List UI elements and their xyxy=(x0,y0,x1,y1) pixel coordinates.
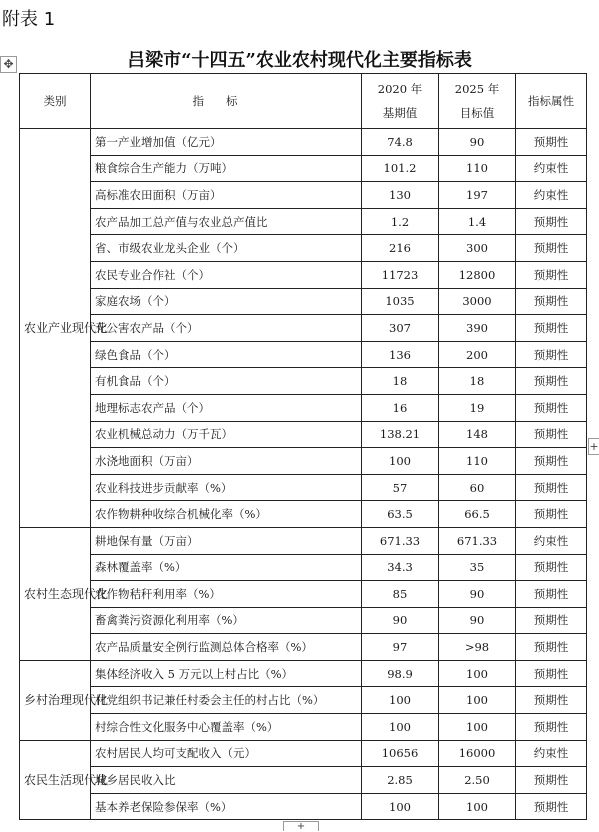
attribute-cell: 约束性 xyxy=(516,740,587,767)
table-row xyxy=(20,421,587,448)
attribute-cell: 预期性 xyxy=(516,634,587,661)
add-row-plus-icon[interactable]: + xyxy=(283,821,319,831)
table-row xyxy=(20,581,587,608)
attribute-cell: 预期性 xyxy=(516,421,587,448)
attribute-cell: 预期性 xyxy=(516,235,587,262)
indicator-name-cell: 集体经济收入 5 万元以上村占比（%） xyxy=(91,660,362,687)
indicator-name-cell: 有机食品（个） xyxy=(91,368,362,395)
table-row xyxy=(20,394,587,421)
attribute-cell: 预期性 xyxy=(516,208,587,235)
target-value-cell: 66.5 xyxy=(439,501,516,528)
base-value-cell: 1035 xyxy=(362,288,439,315)
indicator-name-cell: 农作物秸秆利用率（%） xyxy=(91,581,362,608)
base-value-cell: 63.5 xyxy=(362,501,439,528)
table-row xyxy=(20,714,587,741)
indicator-name-cell: 村综合性文化服务中心覆盖率（%） xyxy=(91,714,362,741)
table-row xyxy=(20,129,587,156)
attribute-cell: 预期性 xyxy=(516,793,587,820)
attribute-cell: 约束性 xyxy=(516,527,587,554)
attribute-cell: 预期性 xyxy=(516,554,587,581)
indicator-name-cell: 家庭农场（个） xyxy=(91,288,362,315)
table-row xyxy=(20,315,587,342)
base-value-cell: 98.9 xyxy=(362,660,439,687)
table-row xyxy=(20,288,587,315)
header-target-label: 目标值 xyxy=(459,106,495,120)
base-value-cell: 130 xyxy=(362,182,439,209)
base-value-cell: 307 xyxy=(362,315,439,342)
base-value-cell: 100 xyxy=(362,687,439,714)
appendix-label: 附表 1 xyxy=(2,9,56,30)
indicator-name-cell: 基本养老保险参保率（%） xyxy=(91,793,362,820)
target-value-cell: 90 xyxy=(439,129,516,156)
table-row xyxy=(20,341,587,368)
attribute-cell: 预期性 xyxy=(516,368,587,395)
attribute-cell: 预期性 xyxy=(516,394,587,421)
attribute-cell: 预期性 xyxy=(516,687,587,714)
target-value-cell: 16000 xyxy=(439,740,516,767)
target-value-cell: 19 xyxy=(439,394,516,421)
target-value-cell: 300 xyxy=(439,235,516,262)
table-row xyxy=(20,501,587,528)
table-row xyxy=(20,554,587,581)
indicator-name-cell: 农村居民人均可支配收入（元） xyxy=(91,740,362,767)
indicator-name-cell: 水浇地面积（万亩） xyxy=(91,448,362,475)
target-value-cell: 100 xyxy=(439,660,516,687)
table-row xyxy=(20,660,587,687)
indicator-table xyxy=(19,73,587,820)
indicator-name-cell: 地理标志农产品（个） xyxy=(91,394,362,421)
table-row xyxy=(20,182,587,209)
attribute-cell: 预期性 xyxy=(516,474,587,501)
indicator-name-cell: 农业机械总动力（万千瓦） xyxy=(91,421,362,448)
indicator-name-cell: 高标准农田面积（万亩） xyxy=(91,182,362,209)
indicator-name-cell: 绿色食品（个） xyxy=(91,341,362,368)
target-value-cell: 110 xyxy=(439,448,516,475)
base-value-cell: 90 xyxy=(362,607,439,634)
table-row xyxy=(20,740,587,767)
base-value-cell: 136 xyxy=(362,341,439,368)
indicator-name-cell: 畜禽粪污资源化利用率（%） xyxy=(91,607,362,634)
base-value-cell: 10656 xyxy=(362,740,439,767)
indicator-name-cell: 农产品加工总产值与农业总产值比 xyxy=(91,208,362,235)
header-target-year: 2025 年 xyxy=(454,82,500,96)
base-value-cell: 216 xyxy=(362,235,439,262)
attribute-cell: 预期性 xyxy=(516,714,587,741)
target-value-cell: 200 xyxy=(439,341,516,368)
target-value-cell: 90 xyxy=(439,581,516,608)
target-value-cell: 148 xyxy=(439,421,516,448)
indicator-name-cell: 粮食综合生产能力（万吨） xyxy=(91,155,362,182)
target-value-cell: 100 xyxy=(439,714,516,741)
base-value-cell: 18 xyxy=(362,368,439,395)
add-column-plus-icon[interactable]: + xyxy=(589,440,599,453)
target-value-cell: 390 xyxy=(439,315,516,342)
table-row xyxy=(20,474,587,501)
header-base xyxy=(362,74,439,129)
target-value-cell: 35 xyxy=(439,554,516,581)
base-value-cell: 100 xyxy=(362,793,439,820)
indicator-name-cell: 第一产业增加值（亿元） xyxy=(91,129,362,156)
header-category: 类别 xyxy=(20,74,91,129)
base-value-cell: 101.2 xyxy=(362,155,439,182)
attribute-cell: 预期性 xyxy=(516,448,587,475)
table-row xyxy=(20,607,587,634)
table-row xyxy=(20,235,587,262)
target-value-cell: 12800 xyxy=(439,261,516,288)
attribute-cell: 预期性 xyxy=(516,581,587,608)
indicator-name-cell: 农产品质量安全例行监测总体合格率（%） xyxy=(91,634,362,661)
target-value-cell: 197 xyxy=(439,182,516,209)
move-cross-icon[interactable]: ✥ xyxy=(0,56,17,73)
indicator-name-cell: 村党组织书记兼任村委会主任的村占比（%） xyxy=(91,687,362,714)
table-row xyxy=(20,448,587,475)
base-value-cell: 85 xyxy=(362,581,439,608)
header-attribute: 指标属性 xyxy=(516,74,587,129)
indicator-name-cell: 农作物耕种收综合机械化率（%） xyxy=(91,501,362,528)
attribute-cell: 预期性 xyxy=(516,288,587,315)
table-row xyxy=(20,687,587,714)
attribute-cell: 约束性 xyxy=(516,182,587,209)
header-base-label: 基期值 xyxy=(382,106,418,120)
base-value-cell: 2.85 xyxy=(362,767,439,794)
attribute-cell: 预期性 xyxy=(516,315,587,342)
indicator-name-cell: 农业科技进步贡献率（%） xyxy=(91,474,362,501)
indicator-name-cell: 农民专业合作社（个） xyxy=(91,261,362,288)
target-value-cell: 90 xyxy=(439,607,516,634)
table-row xyxy=(20,634,587,661)
category-cell: 农业产业现代化 xyxy=(20,129,91,528)
attribute-cell: 预期性 xyxy=(516,660,587,687)
target-value-cell: 3000 xyxy=(439,288,516,315)
attribute-cell: 预期性 xyxy=(516,607,587,634)
target-value-cell: 60 xyxy=(439,474,516,501)
attribute-cell: 预期性 xyxy=(516,501,587,528)
base-value-cell: 138.21 xyxy=(362,421,439,448)
base-value-cell: 100 xyxy=(362,448,439,475)
category-cell: 农民生活现代化 xyxy=(20,740,91,820)
table-row xyxy=(20,208,587,235)
header-indicator: 指标 xyxy=(91,74,362,129)
base-value-cell: 11723 xyxy=(362,261,439,288)
table-row xyxy=(20,155,587,182)
base-value-cell: 16 xyxy=(362,394,439,421)
attribute-cell: 预期性 xyxy=(516,767,587,794)
base-value-cell: 74.8 xyxy=(362,129,439,156)
header-base-year: 2020 年 xyxy=(377,82,423,96)
target-value-cell: 110 xyxy=(439,155,516,182)
attribute-cell: 预期性 xyxy=(516,341,587,368)
table-row xyxy=(20,527,587,554)
table-row xyxy=(20,767,587,794)
indicator-name-cell: 无公害农产品（个） xyxy=(91,315,362,342)
target-value-cell: 100 xyxy=(439,687,516,714)
base-value-cell: 1.2 xyxy=(362,208,439,235)
base-value-cell: 34.3 xyxy=(362,554,439,581)
indicator-name-cell: 森林覆盖率（%） xyxy=(91,554,362,581)
target-value-cell: 100 xyxy=(439,793,516,820)
indicator-name-cell: 耕地保有量（万亩） xyxy=(91,527,362,554)
attribute-cell: 预期性 xyxy=(516,261,587,288)
table-header-row xyxy=(20,74,587,129)
attribute-cell: 约束性 xyxy=(516,155,587,182)
table-row xyxy=(20,261,587,288)
base-value-cell: 57 xyxy=(362,474,439,501)
table-row xyxy=(20,368,587,395)
category-cell: 乡村治理现代化 xyxy=(20,660,91,740)
indicator-name-cell: 省、市级农业龙头企业（个） xyxy=(91,235,362,262)
header-target xyxy=(439,74,516,129)
page-title: 吕梁市“十四五”农业农村现代化主要指标表 xyxy=(127,50,472,71)
base-value-cell: 671.33 xyxy=(362,527,439,554)
target-value-cell: >98 xyxy=(439,634,516,661)
table-row xyxy=(20,793,587,820)
category-cell: 农村生态现代化 xyxy=(20,527,91,660)
table-body xyxy=(20,129,587,820)
target-value-cell: 1.4 xyxy=(439,208,516,235)
indicator-name-cell: 城乡居民收入比 xyxy=(91,767,362,794)
target-value-cell: 2.50 xyxy=(439,767,516,794)
base-value-cell: 100 xyxy=(362,714,439,741)
base-value-cell: 97 xyxy=(362,634,439,661)
target-value-cell: 18 xyxy=(439,368,516,395)
target-value-cell: 671.33 xyxy=(439,527,516,554)
attribute-cell: 预期性 xyxy=(516,129,587,156)
